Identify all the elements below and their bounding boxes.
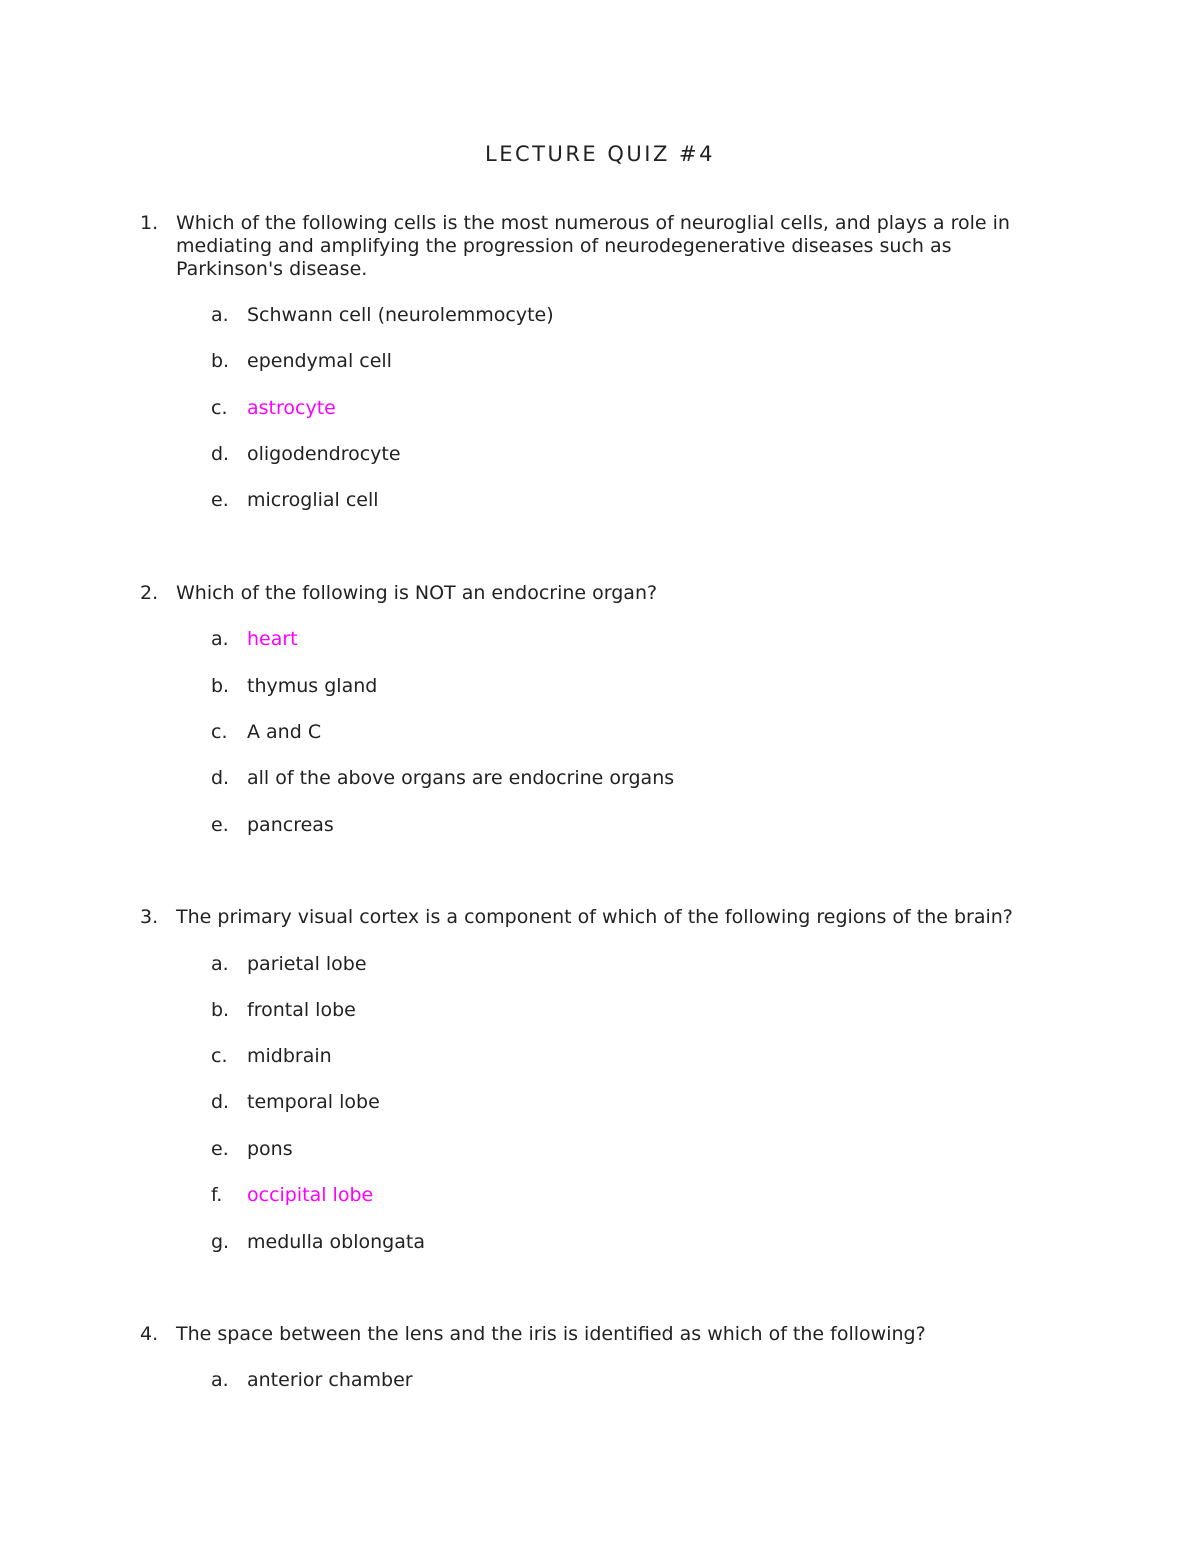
option-letter: e.: [211, 1138, 229, 1160]
q2-option-a-answer: [211, 628, 298, 651]
option-text: ependymal cell: [247, 350, 392, 372]
q3-option-b: [211, 999, 356, 1022]
option-text: parietal lobe: [247, 953, 367, 975]
option-text: frontal lobe: [247, 999, 356, 1021]
q3-option-c: [211, 1045, 332, 1068]
q4-option-a: [211, 1369, 413, 1392]
option-text: heart: [247, 628, 298, 650]
q2-option-d: [211, 767, 674, 790]
question-text: Which of the following cells is the most numerous of neuroglial cells, and plays a role in mediating and amplifying the progression of neurodegenerative diseases such as Parkinson's disease.: [176, 212, 1010, 280]
option-text: temporal lobe: [247, 1091, 380, 1113]
question-number: 4.: [140, 1323, 159, 1345]
option-letter: c.: [211, 397, 228, 419]
q1-option-c-answer: [211, 397, 336, 420]
q1-option-e: [211, 489, 379, 512]
document-title: LECTURE QUIZ #4: [485, 142, 715, 166]
option-letter: b.: [211, 999, 230, 1021]
question-number: 2.: [140, 582, 159, 604]
question-text: Which of the following is NOT an endocrine organ?: [176, 582, 658, 604]
option-letter: f.: [211, 1184, 223, 1206]
option-letter: c.: [211, 1045, 228, 1067]
question-3: [140, 906, 1060, 929]
option-letter: d.: [211, 443, 230, 465]
option-text: anterior chamber: [247, 1369, 413, 1391]
option-letter: a.: [211, 304, 229, 326]
option-text: midbrain: [247, 1045, 332, 1067]
question-number: 1.: [140, 212, 159, 234]
q1-option-b: [211, 350, 392, 373]
question-number: 3.: [140, 906, 159, 928]
q3-option-g: [211, 1231, 425, 1254]
q3-option-e: [211, 1138, 293, 1161]
option-text: medulla oblongata: [247, 1231, 425, 1253]
q2-option-e: [211, 814, 334, 837]
q3-option-f-answer: [211, 1184, 373, 1207]
option-letter: c.: [211, 721, 228, 743]
question-2: [140, 582, 1060, 605]
option-letter: a.: [211, 628, 229, 650]
option-letter: g.: [211, 1231, 230, 1253]
option-letter: b.: [211, 675, 230, 697]
q1-option-a: [211, 304, 554, 327]
question-1: [140, 212, 1060, 281]
option-text: pons: [247, 1138, 293, 1160]
option-text: thymus gland: [247, 675, 378, 697]
option-text: all of the above organs are endocrine organs: [247, 767, 675, 789]
option-letter: d.: [211, 1091, 230, 1113]
option-letter: e.: [211, 489, 229, 511]
question-4: [140, 1323, 1060, 1346]
q3-option-a: [211, 953, 367, 976]
q1-option-d: [211, 443, 401, 466]
option-letter: e.: [211, 814, 229, 836]
question-text: The space between the lens and the iris is identified as which of the following?: [176, 1323, 926, 1345]
q2-option-b: [211, 675, 377, 698]
option-text: occipital lobe: [247, 1184, 374, 1206]
option-text: pancreas: [247, 814, 334, 836]
q2-option-c: [211, 721, 321, 744]
option-text: astrocyte: [247, 397, 336, 419]
option-text: microglial cell: [247, 489, 379, 511]
option-letter: a.: [211, 953, 229, 975]
option-letter: d.: [211, 767, 230, 789]
option-letter: b.: [211, 350, 230, 372]
option-text: oligodendrocyte: [247, 443, 401, 465]
q3-option-d: [211, 1091, 380, 1114]
question-text: The primary visual cortex is a component of which of the following regions of the brain?: [176, 906, 1013, 928]
option-letter: a.: [211, 1369, 229, 1391]
option-text: Schwann cell (neurolemmocyte): [247, 304, 554, 326]
option-text: A and C: [247, 721, 322, 743]
